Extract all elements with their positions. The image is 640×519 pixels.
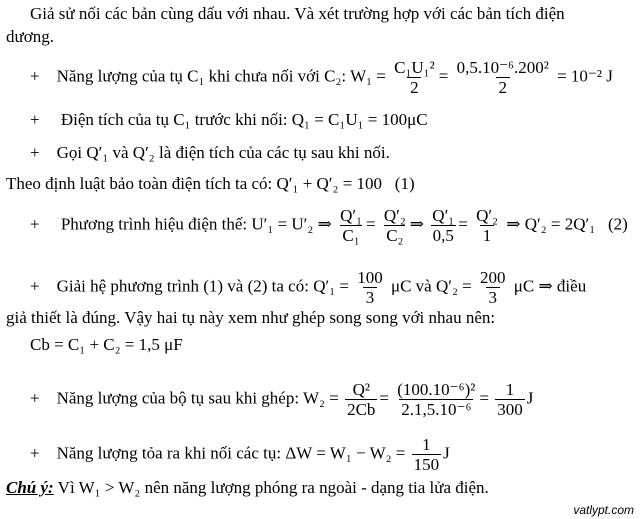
capacitance-expr: Cb = C₁ + C₂ = 1,5 μF xyxy=(30,335,183,354)
solve-unit-and: μC và xyxy=(390,276,432,296)
released-line xyxy=(30,435,450,474)
voltage-fraction-1: $\frac{\text{Q′₁}}{\text{C₁}}$ xyxy=(340,206,363,245)
bullet: + xyxy=(30,143,40,162)
note-title: Chú ý: xyxy=(6,478,54,497)
conservation-label: Theo định luật bảo toàn điện tích ta có: xyxy=(6,174,273,193)
solve-q1-fraction: $\frac{100}{3}$ xyxy=(357,268,383,307)
voltage-equation-line: + Phương trình hiệu điện thế: U′₁ = U′₂ ⇒ $\frac{\text{Q′₁}}{\text{C₁}}$ = $\frac{\text{Q′₂}}{\text{C₂}}$ ⇒ $\frac{\text{Q′₁}}{0,5}$ = $\frac{\text{Q′₂}}{1}$ ⇒ Q′₂ = 2Q′₁ (2) xyxy=(30,206,628,245)
energy2-label: Năng lượng của bộ tụ sau khi ghép: xyxy=(56,388,300,408)
note-text: Vì W₁ > W₂ nên năng lượng phóng ra ngoài - dạng tia lửa điện. xyxy=(57,478,489,497)
released-expr: ΔW = W₁ − W₂ = xyxy=(285,443,406,463)
solve-q2-fraction: $\frac{200}{3}$ xyxy=(479,268,506,307)
released-unit: J xyxy=(443,443,450,463)
charge1-line xyxy=(30,110,428,130)
charge1-label: Điện tích của tụ C₁ trước khi nối: xyxy=(60,110,288,129)
conservation-line xyxy=(6,174,415,194)
energy1-line: + Năng lượng của tụ C₁ khi chưa nối với C₂: W₁ = $\frac{\text{C₁U₁²}}{2}$ = $\frac{\text{0,5.10⁻⁶.200²}}{2}$ = 10⁻² J xyxy=(30,58,613,97)
energy1-fraction-1: $\frac{\text{C₁U₁²}}{2}$ xyxy=(394,58,435,97)
energy1-fraction-2: $\frac{\text{0,5.10⁻⁶.200²}}{2}$ xyxy=(456,58,549,97)
solve-q1-lhs: Q′₁ = xyxy=(313,276,349,296)
energy2-line: + Năng lượng của bộ tụ sau khi ghép: W₂ = $\frac{\text{Q²}}{2Cb}$ = $\frac{\text{(100.10⁻⁶)²}}{\text{2.1,5.10⁻⁶}}$ = $\frac{1}{300}$ J xyxy=(30,380,534,419)
voltage-fraction-4: $\frac{\text{Q′₂}}{1}$ xyxy=(476,206,499,245)
conservation-tag: (1) xyxy=(394,174,415,193)
define-q-line xyxy=(30,143,390,163)
watermark: vatlypt.com xyxy=(573,503,634,517)
voltage-label: Phương trình hiệu điện thế: xyxy=(60,214,248,234)
voltage-result: ⇒ Q′₂ = 2Q′₁ xyxy=(506,214,596,234)
energy2-fraction-3: $\frac{1}{300}$ xyxy=(497,380,523,419)
note-line xyxy=(6,478,489,498)
energy1-label: Năng lượng của tụ C₁ khi chưa nối với C₂: xyxy=(56,66,347,86)
energy2-unit: J xyxy=(526,388,534,408)
energy2-fraction-1: $\frac{\text{Q²}}{2Cb}$ xyxy=(347,380,376,419)
released-label: Năng lượng tỏa ra khi nối các tụ: xyxy=(56,443,282,463)
solve-q2-lhs: Q′₂ = xyxy=(435,276,472,296)
bullet: + xyxy=(30,214,40,234)
bullet: + xyxy=(30,66,40,86)
solve-tail: μC ⇒ điều xyxy=(513,276,587,296)
released-fraction: $\frac{1}{150}$ xyxy=(413,435,440,474)
energy2-fraction-2: $\frac{\text{(100.10⁻⁶)²}}{\text{2.1,5.10⁻⁶}}$ xyxy=(397,380,476,419)
voltage-tag: (2) xyxy=(607,214,628,234)
charge1-expr: Q₁ = C₁U₁ = 100μC xyxy=(291,110,428,129)
voltage-fraction-2: $\frac{\text{Q′₂}}{\text{C₂}}$ xyxy=(383,206,406,245)
energy1-result: = 10⁻² J xyxy=(557,66,613,86)
energy1-lhs: W₁ = xyxy=(350,66,386,86)
bullet: + xyxy=(30,443,40,463)
define-q-text: Gọi Q′₁ và Q′₂ là điện tích của các tụ sau khi nối. xyxy=(56,143,390,162)
intro-line-1: Giả sử nối các bản cùng dấu với nhau. Và xét trường hợp với các bản tích điện xyxy=(30,4,565,23)
solve-label: Giải hệ phương trình (1) và (2) ta có: xyxy=(56,276,309,296)
conservation-expr: Q′₁ + Q′₂ = 100 xyxy=(276,174,383,193)
solve-line xyxy=(30,268,586,307)
voltage-fraction-3: $\frac{\text{Q′₁}}{0,5}$ xyxy=(432,206,455,245)
bullet: + xyxy=(30,276,40,296)
energy2-lhs: W₂ = xyxy=(303,388,339,408)
bullet: + xyxy=(30,110,40,129)
voltage-lhs: U′₁ = U′₂ ⇒ xyxy=(251,214,332,234)
intro-line-2: dương. xyxy=(6,27,54,46)
bullet: + xyxy=(30,388,40,408)
solve-continuation: giả thiết là đúng. Vậy hai tụ này xem như ghép song song với nhau nên: xyxy=(6,308,496,327)
